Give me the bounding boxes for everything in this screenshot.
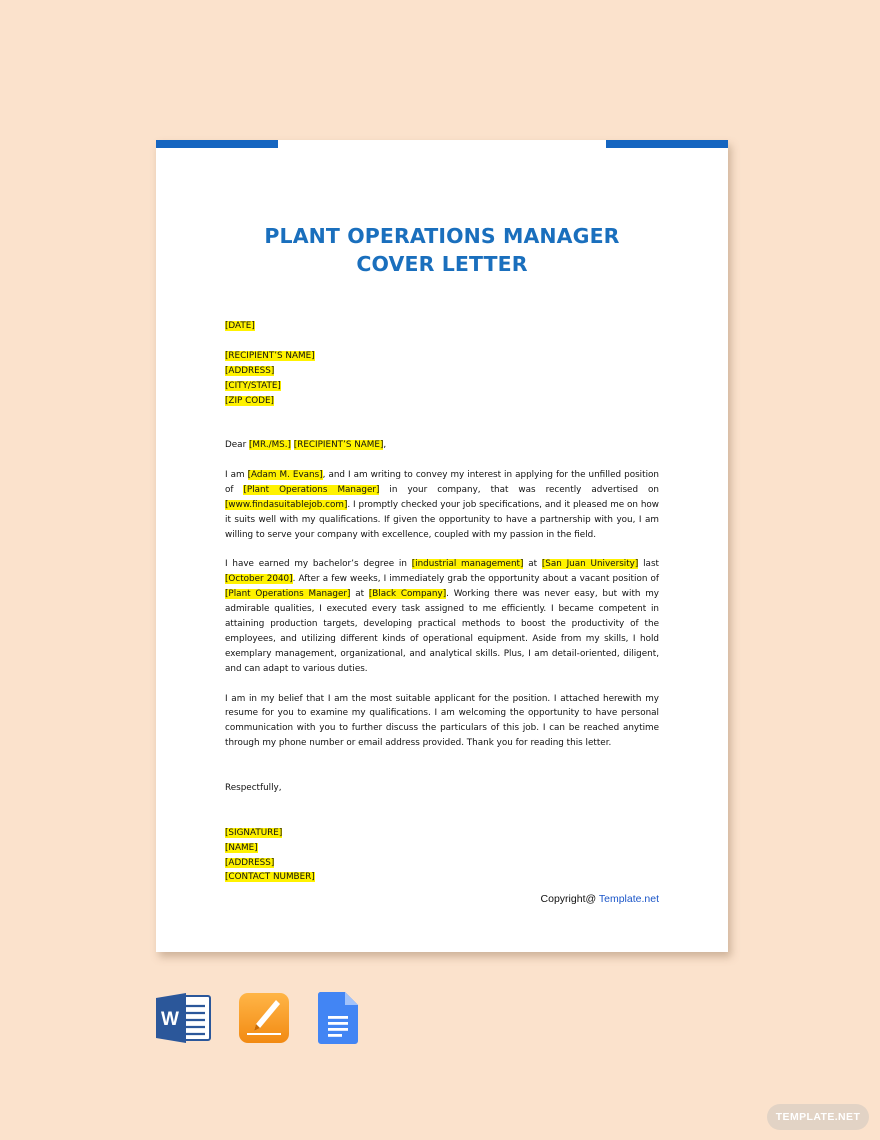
salutation-name-placeholder: [RECIPIENT’S NAME] xyxy=(293,440,384,451)
header-accent-bar-left xyxy=(156,140,278,148)
paragraph-introduction: I am [Adam M. Evans], and I am writing to convey my interest in applying for the unfilled position of [Plant Operations Manager] in your company, that was recently advertised on [www.findasuitablejob.com]. I promptly checked your job specifications, and it pleased me on how it suits well with my qualifications. If given the opportunity to have a partnership with you, I am willing to serve your company with excellence, coupled with my passion in the field. xyxy=(225,470,659,540)
title-line-2: COVER LETTER xyxy=(356,252,528,276)
sender-address-placeholder: [ADDRESS] xyxy=(225,857,275,868)
previous-position-placeholder: [Plant Operations Manager] xyxy=(225,589,351,600)
applicant-name-placeholder: [Adam M. Evans] xyxy=(247,470,323,481)
template-net-link[interactable]: Template.net xyxy=(598,893,659,905)
closing-phrase: Respectfully, xyxy=(225,783,282,793)
sender-name-placeholder: [NAME] xyxy=(225,842,258,853)
company-placeholder: [Black Company] xyxy=(368,589,447,600)
template-net-watermark: TEMPLATE.NET xyxy=(767,1104,869,1130)
cover-letter-page xyxy=(156,140,728,952)
svg-text:W: W xyxy=(161,1009,179,1030)
apple-pages-icon[interactable] xyxy=(238,992,290,1048)
position-placeholder: [Plant Operations Manager] xyxy=(243,484,380,495)
document-title xyxy=(156,222,728,278)
google-docs-icon[interactable] xyxy=(318,992,358,1048)
recipient-zip-placeholder: [ZIP CODE] xyxy=(225,395,274,406)
degree-placeholder: [industrial management] xyxy=(411,559,524,570)
paragraph-experience: I have earned my bachelor’s degree in [industrial management] at [San Juan University] last [October 2040]. After a few weeks, I immediately grab the opportunity about a vacant position of [Plant Operations Manager] at [Black Company]. Working there was never easy, but with my admirable qualities, I executed every task assigned to me efficiently. I became competent in attaining production targets, developing practical methods to boost the productivity of the employees, and utilizing different kinds of operational equipment. Aside from my skills, I hold exemplary management, organizational, and analytical skills. Plus, I am detail-oriented, diligent, and can adapt to various duties. xyxy=(225,559,660,674)
title-line-1: PLANT OPERATIONS MANAGER xyxy=(264,224,620,248)
salutation-title-placeholder: [MR./MS.] xyxy=(249,440,291,451)
graduation-date-placeholder: [October 2040] xyxy=(225,574,293,585)
university-placeholder: [San Juan University] xyxy=(541,559,639,570)
recipient-city-state-placeholder: [CITY/STATE] xyxy=(225,380,281,391)
website-placeholder: [www.findasuitablejob.com] xyxy=(225,499,348,510)
recipient-address-placeholder: [ADDRESS] xyxy=(225,365,275,376)
signature-placeholder: [SIGNATURE] xyxy=(225,827,283,838)
letter-body xyxy=(225,319,659,885)
copyright-notice: Copyright@ Template.net xyxy=(540,893,659,905)
microsoft-word-icon[interactable] xyxy=(156,992,212,1048)
sender-contact-placeholder: [CONTACT NUMBER] xyxy=(225,872,315,883)
paragraph-closing: I am in my belief that I am the most suitable applicant for the position. I attached herewith my resume for you to examine my qualifications. I am welcoming the opportunity to have personal communication with you to further discuss the particulars of this job. I can be reached anytime through my phone number or email address provided. Thank you for reading this letter. xyxy=(225,693,659,749)
header-accent-bar-right xyxy=(606,140,728,148)
salutation: Dear [MR./MS.] [RECIPIENT’S NAME], xyxy=(225,440,387,451)
recipient-name-placeholder: [RECIPIENT’S NAME] xyxy=(225,350,315,361)
date-placeholder: [DATE] xyxy=(225,321,255,331)
